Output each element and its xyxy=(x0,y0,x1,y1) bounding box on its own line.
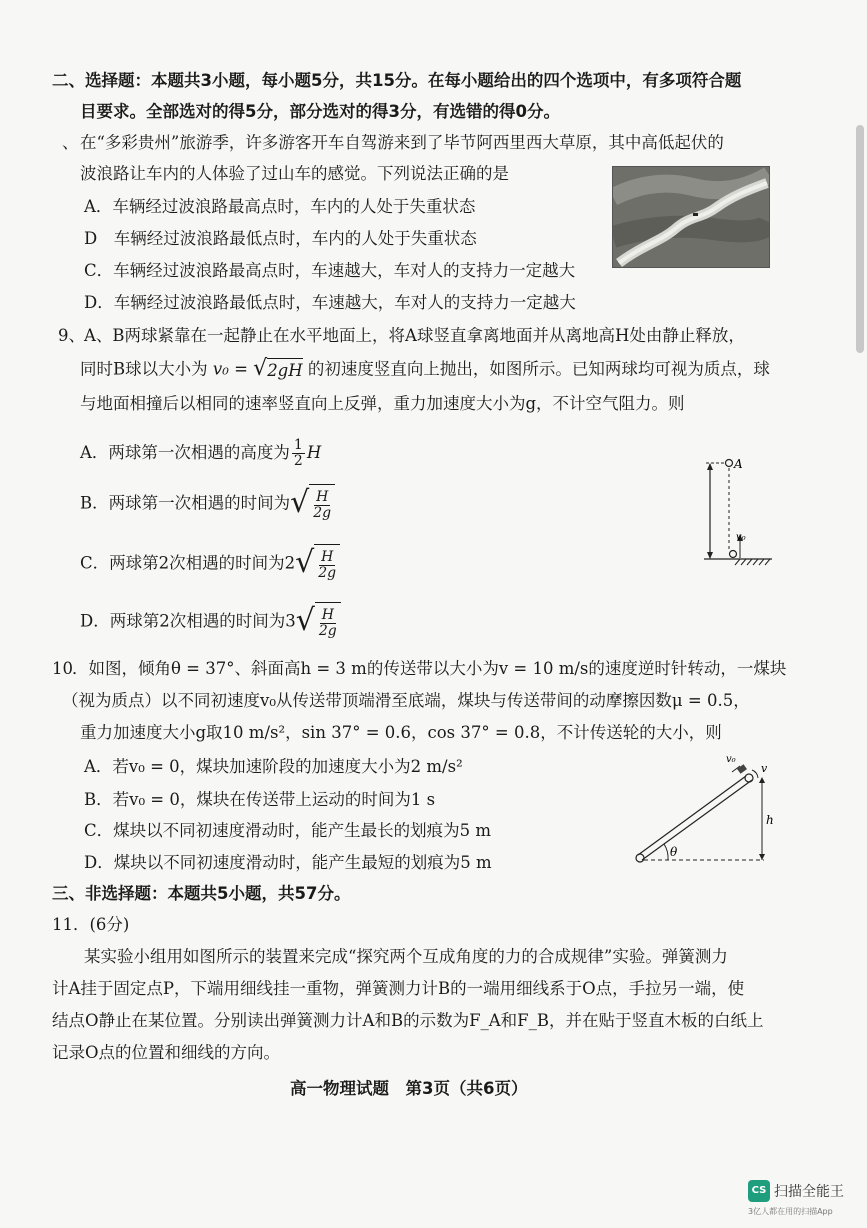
q10-number: 10 xyxy=(52,659,73,678)
q9-option-a-num: 1 xyxy=(293,437,303,453)
section3-heading: 三、非选择题：本题共5小题，共57分。 xyxy=(52,884,351,903)
v0-label: v₀ xyxy=(726,754,736,765)
q9-option-c-num: H xyxy=(321,549,334,565)
scanner-watermark xyxy=(748,1180,856,1220)
q11-line3: 结点O静止在某位置。分别读出弹簧测力计A和B的示数为F_A和F_B，并在贴于竖直木板的白纸上 xyxy=(52,1011,764,1030)
q9-figure xyxy=(696,446,776,570)
q9-option-c-den: 2g xyxy=(318,565,337,581)
q8-option-a: A．车辆经过波浪路最高点时，车内的人处于失重状态 xyxy=(84,197,476,216)
q9-option-d-den: 2g xyxy=(318,623,337,639)
q10-stem-line3: 重力加速度大小g取10 m/s²，sin 37° = 0.6，cos 37° = 0.8，不计传送轮的大小，则 xyxy=(80,723,722,742)
theta-label: θ xyxy=(670,845,678,859)
q9-stem-line1: A、B两球紧靠在一起静止在水平地面上，将A球竖直拿离地面并从离地高H处由静止释放， xyxy=(84,326,745,345)
ball-a-label: A xyxy=(734,457,743,471)
q9-option-a-den: 2 xyxy=(293,453,303,469)
bottom-pulley xyxy=(636,854,644,862)
ball-a xyxy=(726,460,733,467)
q9-stem-line3: 与地面相撞后以相同的速率竖直向上反弹，重力加速度大小为g，不计空气阻力。则 xyxy=(80,394,685,413)
q9-option-c xyxy=(80,544,340,584)
q10-option-d: D．煤块以不同初速度滑动时，能产生最短的划痕为5 m xyxy=(84,853,492,872)
h-arrow-bottom xyxy=(759,854,765,860)
q9-option-a-tail: H xyxy=(306,443,322,462)
q9-stem-line2-a: 同时B球以大小为 xyxy=(80,359,208,379)
v-label: v xyxy=(761,762,768,775)
q10-figure xyxy=(628,752,778,870)
q9-option-b xyxy=(80,484,335,524)
q8-stem-line1: 在“多彩贵州”旅游季，许多游客开车自驾游来到了毕节阿西里西大草原，其中高低起伏的 xyxy=(80,133,724,152)
scanner-logo: CS xyxy=(748,1180,770,1202)
q9-sqrt-2gh: √ 2gH xyxy=(253,356,303,381)
q8-option-c: C．车辆经过波浪路最高点时，车速越大，车对人的支持力一定越大 xyxy=(84,261,576,280)
section2-heading-cont: 目要求。全部选对的得5分，部分选对的得3分，有选错的得0分。 xyxy=(80,102,560,121)
v0-label: v₀ xyxy=(736,532,746,543)
scanner-tagline: 3亿人都在用的扫描App xyxy=(748,1207,833,1216)
q10-stem-line1: ．如图，倾角θ = 37°、斜面高h = 3 m的传送带以大小为v = 10 m/s的速度逆时针转动，一煤块 xyxy=(72,659,787,678)
section2-heading: 二、选择题：本题共3小题，每小题5分，共15分。在每小题给出的四个选项中，有多项符合题 xyxy=(52,71,742,90)
ball-b xyxy=(730,551,737,558)
wavy-road-photo xyxy=(612,166,770,268)
q9-option-c-sqrt: √ $\frac{H}{2g}$ xyxy=(295,544,340,584)
q9-stem-line2-b: 的初速度竖直向上抛出，如图所示。已知两球均可视为质点，球 xyxy=(307,359,770,379)
height-arrow-top xyxy=(707,463,713,470)
q9-option-b-text: B．两球第一次相遇的时间为 xyxy=(80,493,291,513)
q9-stem-line2 xyxy=(80,358,770,382)
q9-option-a-fraction xyxy=(292,438,305,469)
q9-option-b-den: 2g xyxy=(313,505,332,521)
q9-option-a xyxy=(80,436,321,470)
h-label: h xyxy=(766,813,774,827)
q9-option-b-sqrt: √ $\frac{H}{2g}$ xyxy=(290,484,335,524)
q11-line4: 记录O点的位置和细线的方向。 xyxy=(52,1043,281,1062)
q8-stem-line2: 波浪路让车内的人体验了过山车的感觉。下列说法正确的是 xyxy=(80,164,509,183)
q9-option-d-text: D．两球第2次相遇的时间为3 xyxy=(80,611,296,631)
coal-block xyxy=(737,764,747,774)
q9-sqrt-2gh-expr: 2gH xyxy=(267,358,302,382)
page-footer: 高一物理试题 第3页（共6页） xyxy=(290,1079,528,1098)
q8-option-b: D 车辆经过波浪路最低点时，车内的人处于失重状态 xyxy=(84,229,477,248)
q9-option-b-num: H xyxy=(316,489,329,505)
h-arrow-top xyxy=(759,777,765,783)
height-arrow-bottom xyxy=(707,552,713,559)
belt-lower xyxy=(638,776,746,855)
q9-number: 9、 xyxy=(58,326,85,345)
scrollbar[interactable] xyxy=(856,125,864,353)
q10-option-c: C．煤块以不同初速度滑动时，能产生最长的划痕为5 m xyxy=(84,821,492,840)
belt-upper xyxy=(642,780,752,860)
q11-line2: 计A挂于固定点P，下端用细线挂一重物，弹簧测力计B的一端用细线系于O点，手拉另一端，使 xyxy=(52,979,745,998)
q8-option-d: D．车辆经过波浪路最低点时，车速越大，车对人的支持力一定越大 xyxy=(84,293,576,312)
q8-number: 、 xyxy=(62,133,79,152)
q10-stem-line2: （视为质点）以不同初速度v₀从传送带顶端滑至底端，煤块与传送带间的动摩擦因数μ = 0.5， xyxy=(62,691,750,710)
scanner-name: 扫描全能王 xyxy=(774,1184,844,1200)
q9-v0-symbol: v₀ = xyxy=(212,359,248,379)
q9-option-d-sqrt: √ $\frac{H}{2g}$ xyxy=(296,602,341,642)
q9-option-a-text: A．两球第一次相遇的高度为 xyxy=(80,443,290,462)
q10-option-b: B．若v₀ = 0，煤块在传送带上运动的时间为1 s xyxy=(84,790,436,809)
ground-hatch xyxy=(735,559,770,565)
q9-option-d-num: H xyxy=(321,607,334,623)
q11-line1: 某实验小组用如图所示的装置来完成“探究两个互成角度的力的合成规律”实验。弹簧测力 xyxy=(84,947,728,966)
q9-option-c-text: C．两球第2次相遇的时间为2 xyxy=(80,553,296,573)
q10-option-a: A．若v₀ = 0，煤块加速阶段的加速度大小为2 m/s² xyxy=(84,757,463,776)
q11-title: 11．(6分) xyxy=(52,915,130,934)
q9-option-d xyxy=(80,602,341,642)
top-pulley xyxy=(745,774,753,782)
theta-arc xyxy=(664,844,668,860)
